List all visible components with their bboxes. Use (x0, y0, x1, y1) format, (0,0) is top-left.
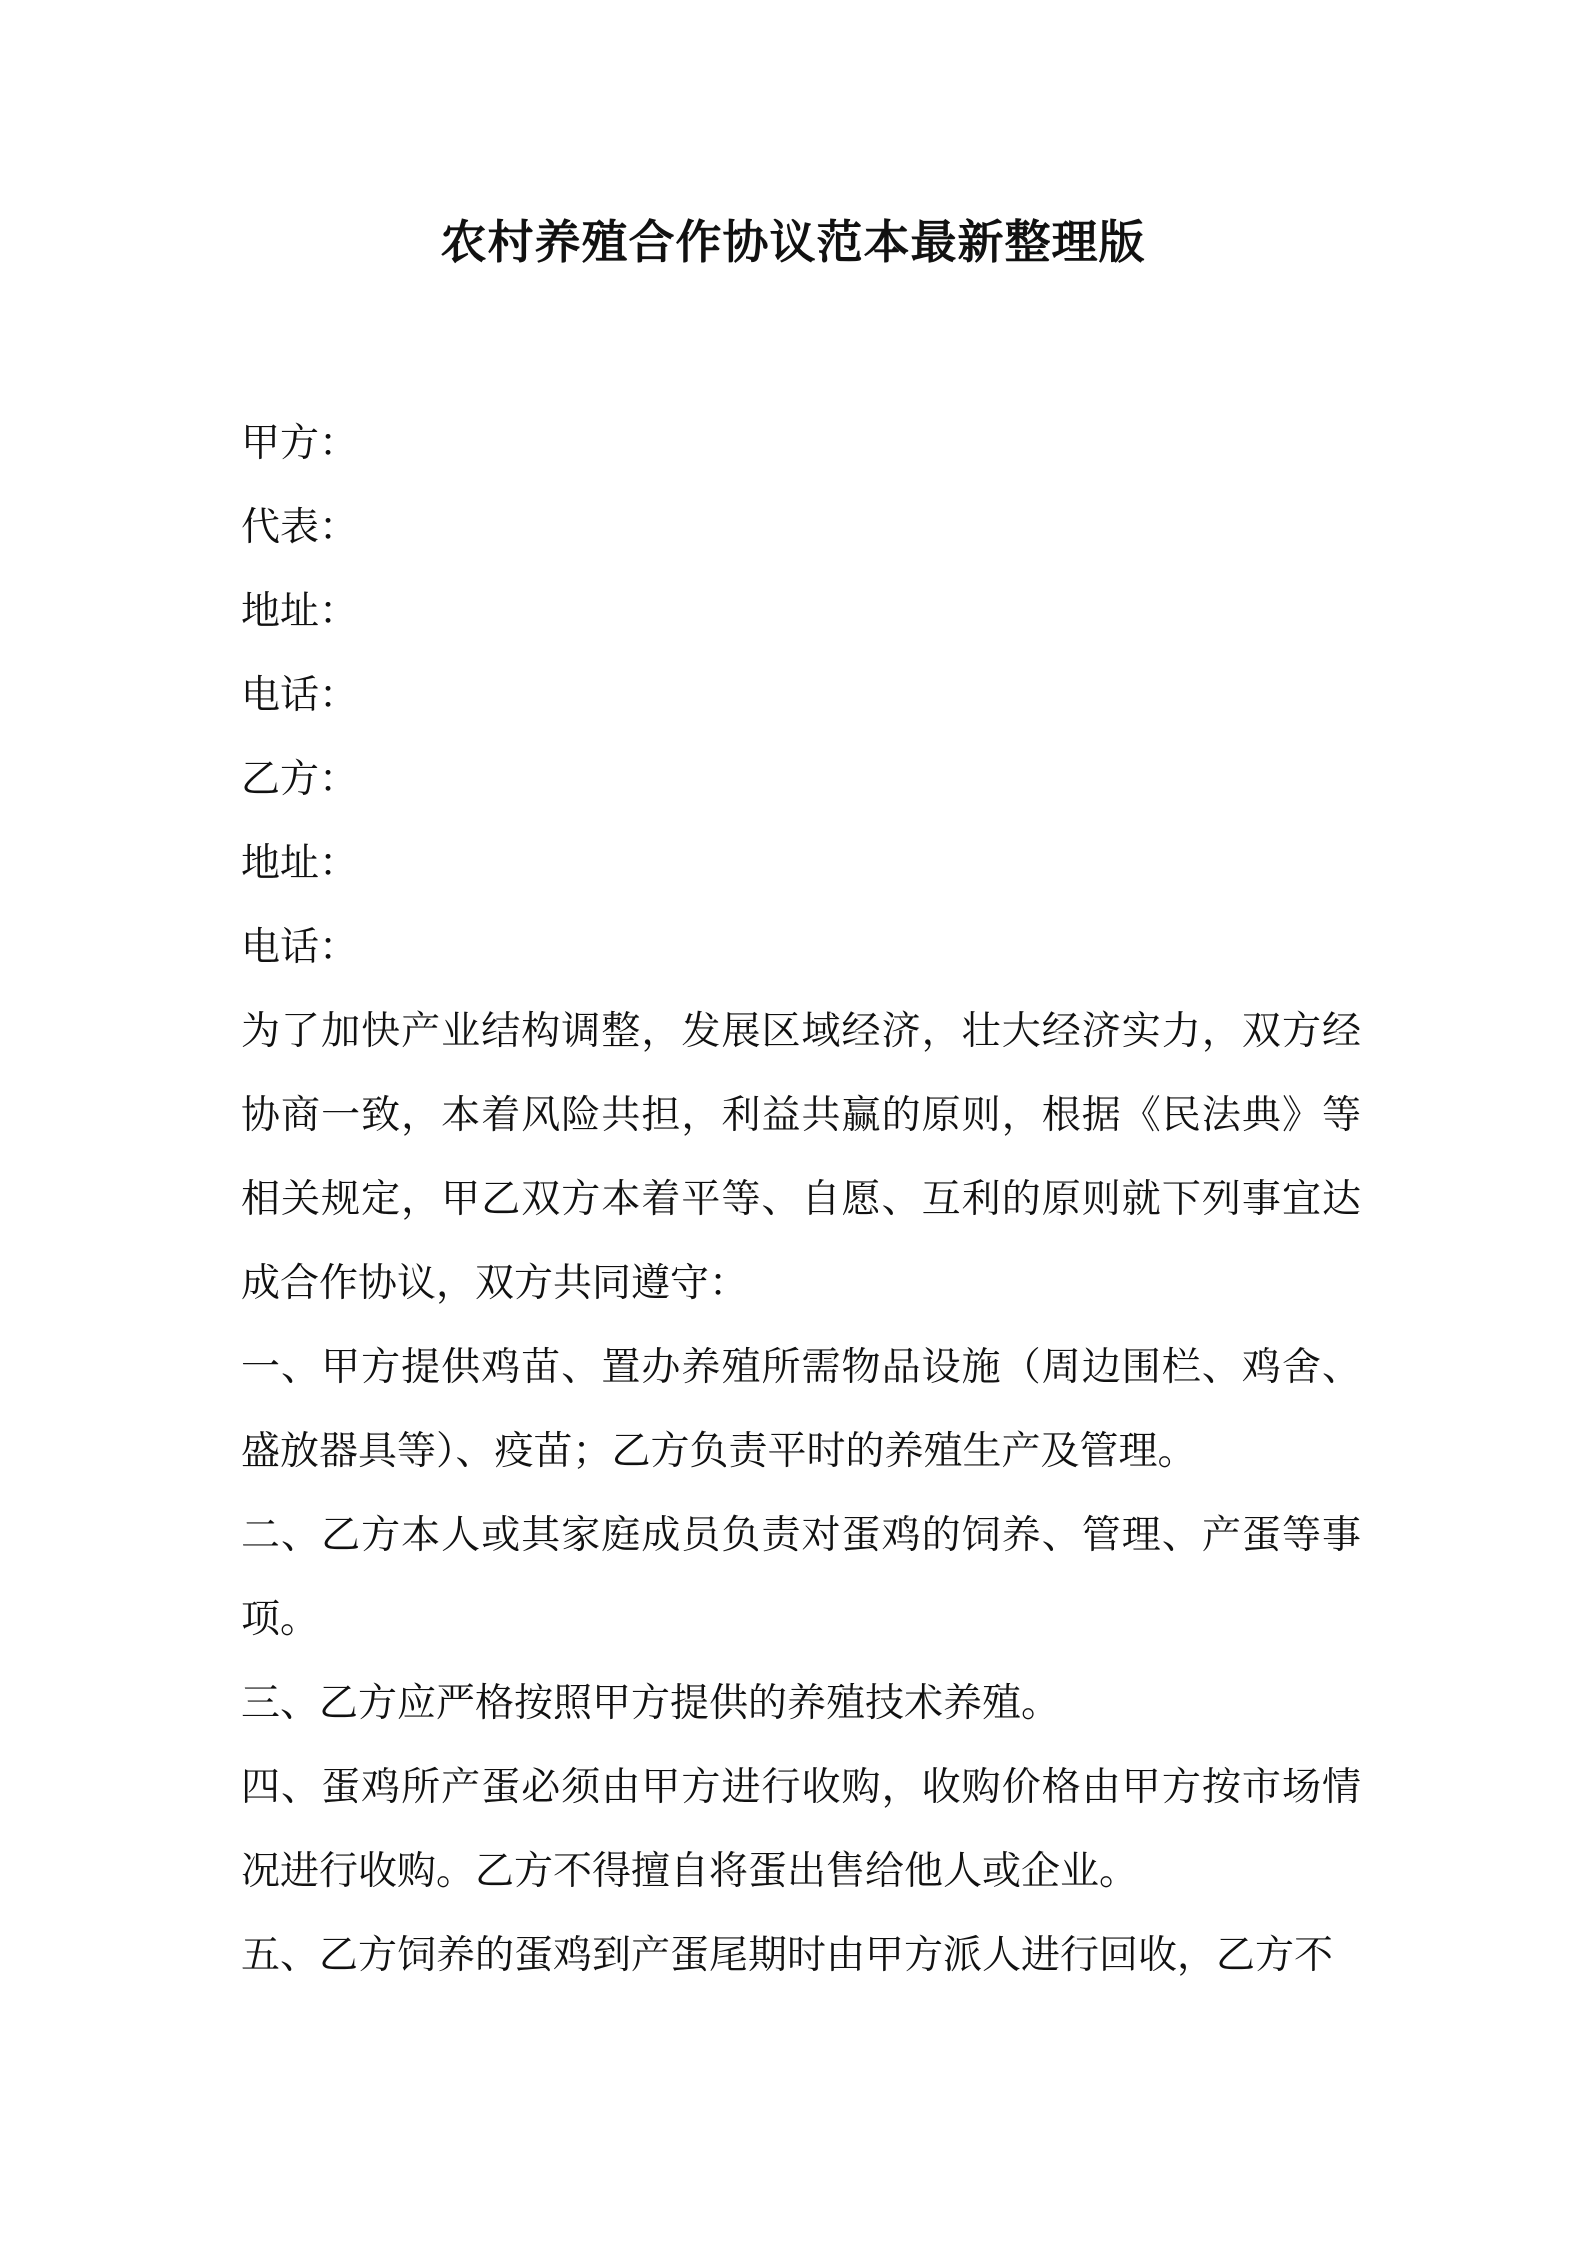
clause-1-paragraph: 一、甲方提供鸡苗、置办养殖所需物品设施（周边围栏、鸡舍、盛放器具等）、疫苗；乙方负责平时的养殖生产及管理。 (241, 1345, 1361, 1474)
party-a-representative-field: 代表： (241, 505, 359, 550)
preamble-paragraph: 为了加快产业结构调整，发展区域经济，壮大经济实力，双方经协商一致，本着风险共担，利益共赢的原则，根据《民法典》等相关规定，甲乙双方本着平等、自愿、互利的原则就下列事宜达成合作协议，双方共同遵守： (241, 1009, 1361, 1306)
party-a-field: 甲方： (241, 421, 359, 466)
party-b-phone-field: 电话： (241, 925, 359, 970)
document-body (241, 402, 1361, 1998)
party-b-field: 乙方： (241, 757, 359, 802)
clause-4-paragraph: 四、蛋鸡所产蛋必须由甲方进行收购，收购价格由甲方按市场情况进行收购。乙方不得擅自将蛋出售给他人或企业。 (241, 1765, 1361, 1894)
clause-2-paragraph: 二、乙方本人或其家庭成员负责对蛋鸡的饲养、管理、产蛋等事项。 (241, 1513, 1361, 1642)
party-a-address-field: 地址： (241, 589, 359, 634)
party-b-address-field: 地址： (241, 841, 359, 886)
clause-5-paragraph: 五、乙方饲养的蛋鸡到产蛋尾期时由甲方派人进行回收，乙方不 (241, 1933, 1334, 1978)
clause-3-paragraph: 三、乙方应严格按照甲方提供的养殖技术养殖。 (241, 1681, 1061, 1726)
party-a-phone-field: 电话： (241, 673, 359, 718)
document-title: 农村养殖合作协议范本最新整理版 (440, 215, 1146, 269)
